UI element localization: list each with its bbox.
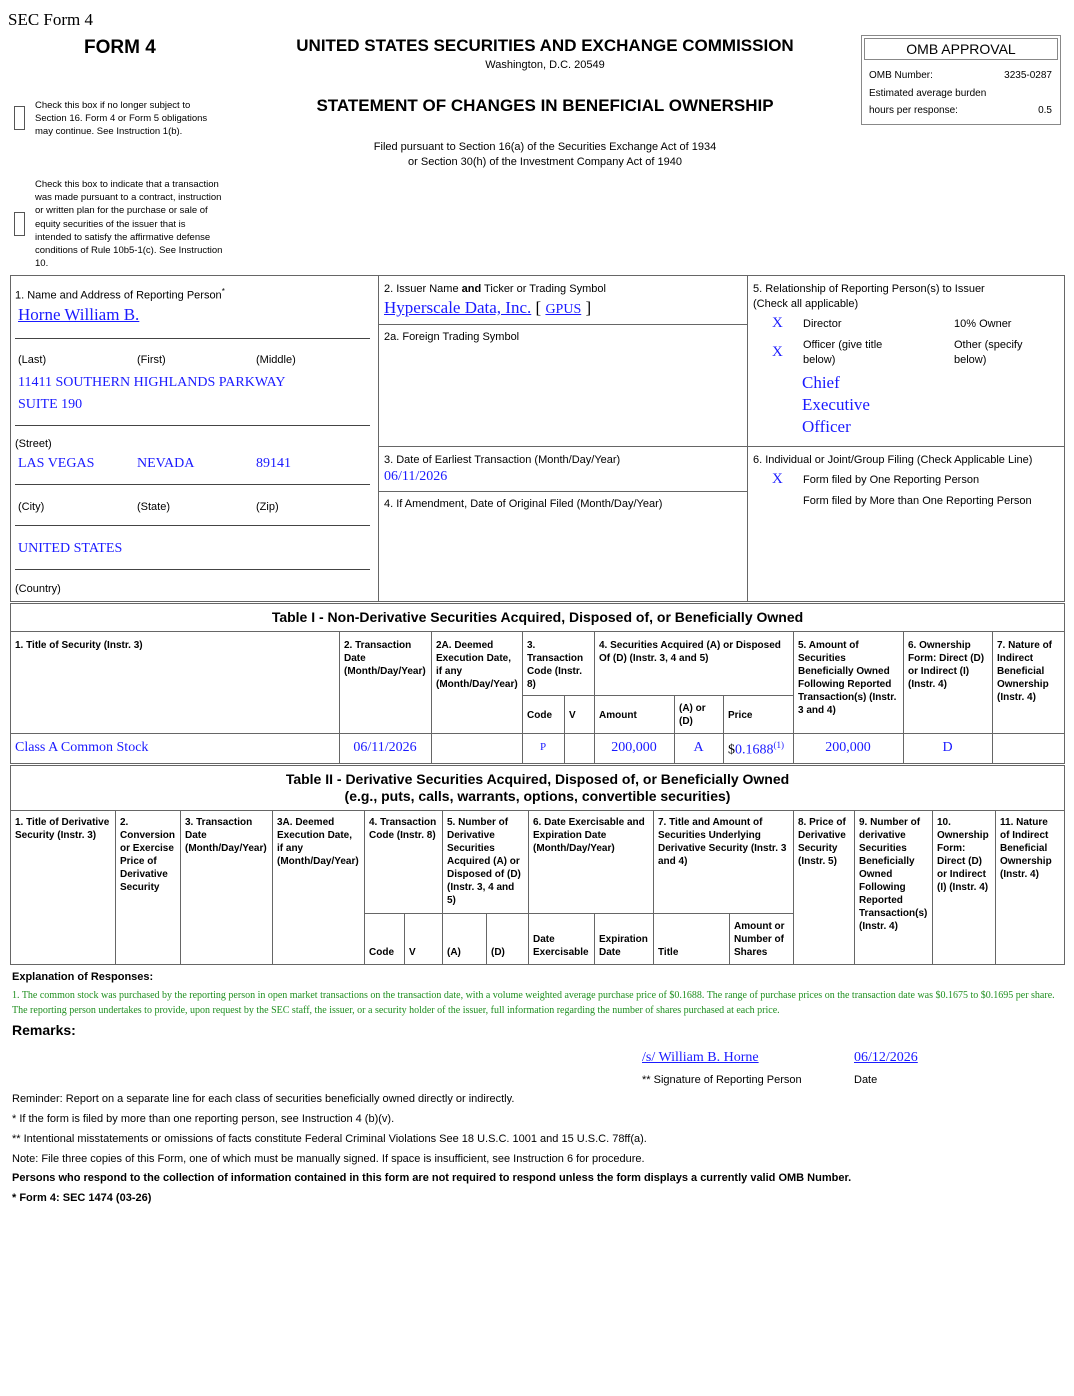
rule10b5-text: Check this box to indicate that a transaction was made pursuant to a contract, instruction or written plan for the purchase or sale of equity securities of the issuer that is intended to satisfy the affirmative defense conditions of Rule 10b5-1(c). See Instruction 10. xyxy=(35,179,223,270)
section16-text: Check this box if no longer subject to Section 16. Form 4 or Form 5 obligations may continue. See Instruction 1(b). xyxy=(35,100,208,137)
state-value: NEVADA xyxy=(137,456,195,471)
t2-sub-title: Title xyxy=(658,947,679,958)
table-row: Class A Common Stock xyxy=(15,740,149,755)
officer-mark[interactable]: X xyxy=(772,344,783,360)
t2-sub-expiration: Expiration Date xyxy=(599,934,648,958)
omb-hours-label: hours per response: xyxy=(869,105,958,116)
t2-sub-amount: Amount or Number of Shares xyxy=(734,921,785,958)
zip-label: (Zip) xyxy=(256,501,279,513)
doc-label: SEC Form 4 xyxy=(8,10,94,29)
city-label: (City) xyxy=(18,501,45,513)
t1-col2a-header: 2A. Deemed Execution Date, if any (Month/Day/Year) xyxy=(436,640,518,690)
date-label: Date xyxy=(854,1074,878,1086)
t1-row-owned: 200,000 xyxy=(825,740,871,755)
signature-date-link[interactable]: 06/12/2026 xyxy=(854,1050,918,1065)
director-mark[interactable]: X xyxy=(772,315,783,331)
earliest-transaction-date: 06/11/2026 xyxy=(384,469,448,484)
state-label: (State) xyxy=(137,501,171,513)
director-label: Director xyxy=(803,318,842,330)
table-2-title-1: Table II - Derivative Securities Acquired, Disposed of, or Beneficially Owned xyxy=(285,771,790,787)
multi-person-label: Form filed by More than One Reporting Person xyxy=(803,495,1032,507)
explanation-title: Explanation of Responses: xyxy=(12,971,154,983)
t2-col3-header: 3. Transaction Date (Month/Day/Year) xyxy=(185,817,267,854)
form-title: FORM 4 xyxy=(84,37,156,58)
t1-col6-header: 6. Ownership Form: Direct (D) or Indirect (I) (Instr. 4) xyxy=(908,640,985,690)
t2-col3a-header: 3A. Deemed Execution Date, if any (Month/Day/Year) xyxy=(277,817,359,867)
omb-title: OMB APPROVAL xyxy=(864,38,1058,60)
street-line-2: SUITE 190 xyxy=(18,397,83,412)
note-reminder: Reminder: Report on a separate line for each class of securities beneficially owned directly or indirectly. xyxy=(12,1093,515,1105)
filed-line-1: Filed pursuant to Section 16(a) of the Securities Exchange Act of 1934 xyxy=(373,141,717,153)
t2-col9-header: 9. Number of derivative Securities Beneficially Owned Following Reported Transaction(s) (Instr. 4) xyxy=(859,817,928,932)
t1-col3-header: 3. Transaction Code (Instr. 8) xyxy=(527,640,584,690)
note-copies: Note: File three copies of this Form, one of which must be manually signed. If space is insufficient, see Instruction 6 for procedure. xyxy=(12,1153,645,1165)
t2-col4-header: 4. Transaction Code (Instr. 8) xyxy=(369,817,437,841)
other-label: Other (specify below) xyxy=(954,339,1023,366)
ticker-link[interactable]: GPUS xyxy=(545,302,582,317)
zip-value: 89141 xyxy=(256,456,291,471)
t2-sub-a: (A) xyxy=(447,947,461,958)
box6-label: 6. Individual or Joint/Group Filing (Check Applicable Line) xyxy=(753,454,1033,466)
omb-number-label: OMB Number: xyxy=(869,70,933,81)
city-value: LAS VEGAS xyxy=(18,456,95,471)
signature-link[interactable]: /s/ William B. Horne xyxy=(642,1050,759,1065)
omb-burden-label: Estimated average burden xyxy=(869,88,987,99)
t1-sub-ad: (A) or (D) xyxy=(679,703,706,727)
t1-row-ad: A xyxy=(693,740,704,755)
omb-hours: 0.5 xyxy=(1038,105,1052,116)
t1-row-date: 06/11/2026 xyxy=(353,740,417,755)
t1-col7-header: 7. Nature of Indirect Beneficial Ownership (Instr. 4) xyxy=(997,640,1053,703)
filed-line-2: or Section 30(h) of the Investment Company Act of 1940 xyxy=(408,156,682,168)
one-person-label: Form filed by One Reporting Person xyxy=(803,474,980,486)
t1-col5-header: 5. Amount of Securities Beneficially Owned Following Reported Transaction(s) (Instr. 3 and 4) xyxy=(798,640,897,716)
t1-row-form: D xyxy=(942,740,953,755)
t2-col6-header: 6. Date Exercisable and Expiration Date (Month/Day/Year) xyxy=(533,817,645,854)
remarks-title: Remarks: xyxy=(12,1022,76,1038)
omb-number: 3235-0287 xyxy=(1004,70,1052,81)
t1-row-amount: 200,000 xyxy=(611,740,657,755)
table-2-title-2: (e.g., puts, calls, warrants, options, convertible securities) xyxy=(344,788,731,804)
street-line-1: 11411 SOUTHERN HIGHLANDS PARKWAY xyxy=(18,375,286,390)
box1-label: 1. Name and Address of Reporting Person* xyxy=(15,287,225,302)
officer-title: Chief Executive Officer xyxy=(802,373,870,436)
t1-col1-header: 1. Title of Security (Instr. 3) xyxy=(15,640,143,651)
first-label: (First) xyxy=(137,354,166,366)
t1-col4-header: 4. Securities Acquired (A) or Disposed Of (D) (Instr. 3, 4 and 5) xyxy=(599,640,781,664)
agency-title: UNITED STATES SECURITIES AND EXCHANGE COMMISSION xyxy=(296,36,794,55)
t1-sub-code: Code xyxy=(527,710,552,721)
statement-title: STATEMENT OF CHANGES IN BENEFICIAL OWNERSHIP xyxy=(316,96,774,115)
t1-sub-amount: Amount xyxy=(599,710,637,721)
box4-label: 4. If Amendment, Date of Original Filed (Month/Day/Year) xyxy=(384,498,663,510)
t2-col5-header: 5. Number of Derivative Securities Acquired (A) or Disposed of (D) (Instr. 3, 4 and 5) xyxy=(447,817,521,906)
t2-sub-v: V xyxy=(409,947,416,958)
note-multiple: * If the form is filed by more than one reporting person, see Instruction 4 (b)(v). xyxy=(12,1113,395,1125)
box5-sublabel: (Check all applicable) xyxy=(753,298,859,310)
t1-col2-header: 2. Transaction Date (Month/Day/Year) xyxy=(344,640,426,677)
t2-col2-header: 2. Conversion or Exercise Price of Derivative Security xyxy=(120,817,176,893)
country-label: (Country) xyxy=(15,583,61,595)
box3-label: 3. Date of Earliest Transaction (Month/Day/Year) xyxy=(384,454,621,466)
box2-label: 2. Issuer Name and Ticker or Trading Symbol xyxy=(384,283,606,295)
issuer-line: Hyperscale Data, Inc. [ GPUS ] xyxy=(384,298,592,317)
form-code: * Form 4: SEC 1474 (03-26) xyxy=(12,1192,152,1204)
foreign-symbol-label: 2a. Foreign Trading Symbol xyxy=(384,331,520,343)
t2-col10-header: 10. Ownership Form: Direct (D) or Indirect (I) (Instr. 4) xyxy=(937,817,989,893)
issuer-name-link[interactable]: Hyperscale Data, Inc. xyxy=(384,298,532,317)
omb-approval-box xyxy=(861,35,1061,125)
t2-col11-header: 11. Nature of Indirect Beneficial Ownership (Instr. 4) xyxy=(1000,817,1052,880)
rule10b5-checkbox[interactable] xyxy=(14,212,25,236)
persons-note: Persons who respond to the collection of information contained in this form are not required to respond unless the form displays a currently valid OMB Number. xyxy=(12,1172,852,1184)
t1-row-code: P xyxy=(539,741,547,753)
t2-col1-header: 1. Title of Derivative Security (Instr. 3) xyxy=(15,817,110,841)
section16-checkbox[interactable] xyxy=(14,106,25,130)
country-value: UNITED STATES xyxy=(18,541,123,556)
t1-sub-v: V xyxy=(569,710,576,721)
street-label: (Street) xyxy=(15,438,52,450)
t2-col8-header: 8. Price of Derivative Security (Instr. 5) xyxy=(798,817,846,867)
table-1-title: Table I - Non-Derivative Securities Acquired, Disposed of, or Beneficially Owned xyxy=(271,609,804,625)
t2-sub-code: Code xyxy=(369,947,394,958)
one-person-mark[interactable]: X xyxy=(772,471,783,487)
middle-label: (Middle) xyxy=(256,354,296,366)
last-label: (Last) xyxy=(18,354,47,366)
ten-percent-owner-label: 10% Owner xyxy=(954,318,1012,330)
t1-row-price: $0.1688$^{(1)}$ xyxy=(728,740,784,758)
t2-col7-header: 7. Title and Amount of Securities Underlying Derivative Security (Instr. 3 and 4) xyxy=(658,817,787,867)
officer-label: Officer (give title below) xyxy=(803,339,883,366)
t2-sub-d: (D) xyxy=(491,947,505,958)
agency-city: Washington, D.C. 20549 xyxy=(485,59,605,71)
note-violations: ** Intentional misstatements or omissions of facts constitute Federal Criminal Violations See 18 U.S.C. 1001 and 15 U.S.C. 78ff(a). xyxy=(12,1133,647,1145)
footnote-1: 1. The common stock was purchased by the reporting person in open market transactions on the transaction date, with a volume weighted average purchase price of $0.1688. The range of purchase prices on the transaction date was $0.1675 to $0.1695 per share. The reporting person undertakes to provide, upon request by the SEC staff, the issuer, or a security holder of the issuer, full information regarding the number of shares purchased at each price. xyxy=(12,990,1055,1016)
reporting-person-name[interactable]: Horne William B. xyxy=(18,305,140,324)
signature-label: ** Signature of Reporting Person xyxy=(642,1074,802,1086)
t1-sub-price: Price xyxy=(728,710,753,721)
t2-sub-date-exercisable: Date Exercisable xyxy=(533,934,589,958)
box5-label: 5. Relationship of Reporting Person(s) to Issuer xyxy=(753,283,985,295)
